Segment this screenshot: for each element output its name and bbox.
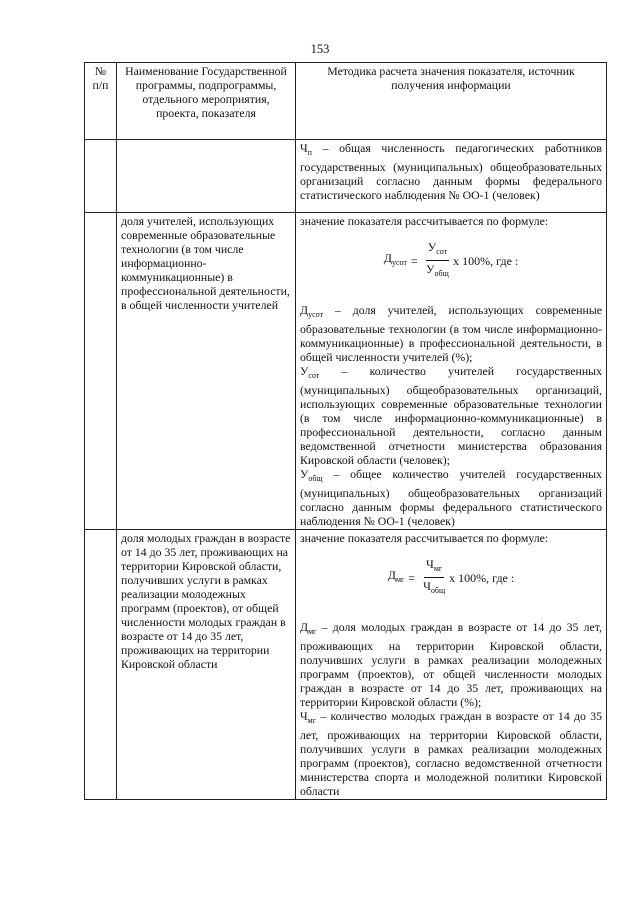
row-method-cell xyxy=(296,530,607,800)
indicator-name: доля учителей, использующих современные образовательные технологии (в том числе информационно-коммуникационные) в профессиональной деятельности, в общей численности учителей xyxy=(117,213,296,530)
table-header-row xyxy=(85,63,607,140)
definition-paragraph: $У_{общ}$ – общее количество учителей государственных (муниципальных) общеобразовательных организаций согласно данным формы федерального статистического наблюдения № ОО-1 (человек) xyxy=(300,467,602,528)
formula-intro: значение показателя рассчитывается по формуле: xyxy=(300,531,549,545)
page-number: 153 xyxy=(310,42,330,56)
row-method-cell xyxy=(296,140,607,213)
row-number-cell xyxy=(85,530,117,800)
indicator-name: доля молодых граждан в возрасте от 14 до 35 лет, проживающих на территории Кировской области, получивших услуги в рамках реализации молодежных программ (проектов), от общей численности молодых граждан в возрасте от 14 до 35 лет, проживающих на территории Кировской области xyxy=(117,530,296,800)
definition-paragraph: $Д_{усот}$ – доля учителей, использующих современные образовательные технологии (в том числе информационно-коммуникационные) в профессиональной деятельности, в общей численности учителей (%); xyxy=(300,303,602,364)
definition-paragraph: $У_{сот}$ – количество учителей государственных (муниципальных) общеобразовательных организаций, использующих современные образовательные технологии (в том числе информационно-коммуникационные) в профессиональной деятельности, согласно данным ведомственной отчетности министерства образования Кировской области (человек); xyxy=(300,364,602,467)
formula-intro: значение показателя рассчитывается по формуле: xyxy=(300,214,549,228)
header-name: Наименование Государственной программы, подпрограммы, отдельного мероприятия, проекта, показателя xyxy=(117,63,296,140)
table-row xyxy=(85,530,607,800)
definition-paragraph: $Д_{мг}$ – доля молодых граждан в возрасте от 14 до 35 лет, проживающих на территории Кировской области, получивших услуги в рамках реализации молодежных программ (проектов), от общей численности молодых граждан в возрасте от 14 до 35 лет, проживающих на территории Кировской области (%); xyxy=(300,620,602,709)
header-method: Методика расчета значения показателя, источник получения информации xyxy=(296,63,607,140)
row-method-cell xyxy=(296,213,607,530)
methodology-table xyxy=(84,62,607,800)
row-number-cell xyxy=(85,213,117,530)
formula: $Д_{усот}$ = $\frac{У_{сот}}{У_{общ}}$ х 100%, где : xyxy=(383,240,519,278)
header-number: № п/п xyxy=(85,63,117,140)
row-name-cell xyxy=(117,140,296,213)
table-row xyxy=(85,140,607,213)
table-row xyxy=(85,213,607,530)
row-number-cell xyxy=(85,140,117,213)
formula: $Д_{мг}$ = $\frac{Ч_{мг}}{Ч_{общ}}$ х 100%, где : xyxy=(387,557,515,595)
definition-paragraph: $Ч_{мг}$ – количество молодых граждан в возрасте от 14 до 35 лет, проживающих на территории Кировской области, получивших услуги в рамках реализации молодежных программ (проектов), согласно ведомственной отчетности министерства спорта и молодежной политики Кировской области xyxy=(300,709,602,798)
definition-paragraph: $Ч_п$ – общая численность педагогических работников государственных (муниципальных) общеобразовательных организаций согласно данным формы федерального статистического наблюдения № ОО-1 (человек) xyxy=(300,141,602,202)
